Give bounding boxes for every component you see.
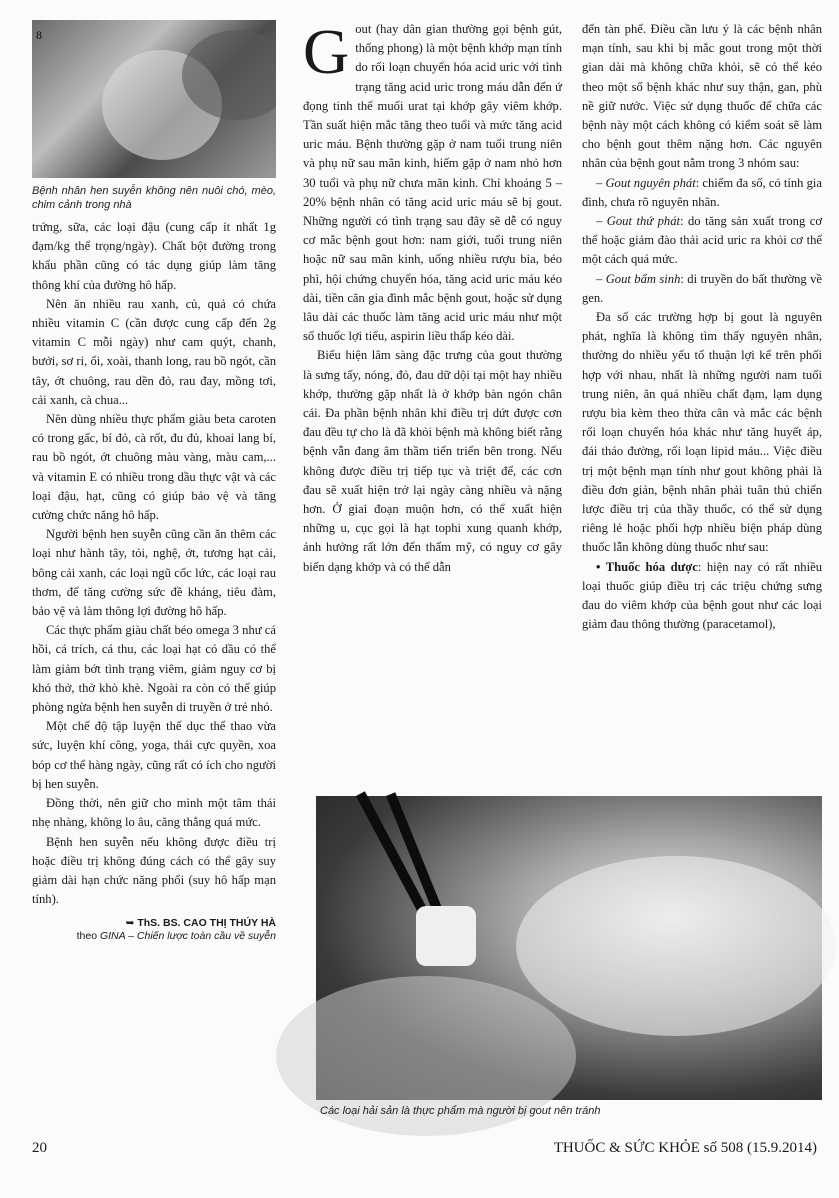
source-title: GINA – Chiến lược toàn cầu về suyễn [99,930,276,943]
source-prefix: theo [76,930,98,943]
list-item [582,270,822,308]
paragraph: trứng, sữa, các loại đậu (cung cấp ít nhất 1g đạm/kg thể trọng/ngày). Chất bột đường trong khẩu phần cũng có tác dụng giúp làm tăng thông khí của đường hô hấp. [32,220,276,292]
lead-text: out (hay dân gian thường gọi bệnh gút, thống phong) là một bệnh khớp mạn tính do rối loạn chuyển hóa acid uric với tình trạng tăng acid uric trong máu dẫn đến ứ đọng tinh thể muối urat tại khớp gây viêm khớp. Tần suất hiện mắc tăng theo tuổi và mức tăng acid uric máu. Bệnh thường gặp ở nam tuổi trung niên và phụ nữ sau mãn kinh, hiếm gặp ở nam nhỏ hơn 30 tuổi và phụ nữ chưa mãn kinh. Chỉ khoảng 5 – 20% bệnh nhân có tăng acid uric máu sẽ bị gout. Những người có tình trạng sau đây sẽ dễ có nguy cơ mắc bệnh gout hơn: nam giới, tuổi trung niên hoặc nữ sau mãn kinh, uống nhiều rượu bia, béo phì, hội chứng chuyển hóa, tăng acid uric máu kéo dài, tiền căn gia đình mắc bệnh gout, hoặc sử dụng lâu dài các thuốc làm tăng acid uric máu như một số thuốc lợi tiểu, aspirin liều thấp kéo dài. [303,22,562,344]
photo-shape-plate [516,856,836,1036]
paragraph: Một chế độ tập luyện thể dục thể thao vừa sức, luyện khí công, yoga, thái cực quyền, xoa bóp cơ thể hàng ngày, cũng rất có ích cho người bị hen suyễn. [32,719,276,791]
author-block [32,917,276,943]
list-item [582,174,822,212]
paragraph: Đa số các trường hợp bị gout là nguyên phát, nghĩa là không tìm thấy nguyên nhân, thường do nhiều yếu tố thuận lợi kể trên phối hợp với nhau, nhất là những người nam tuổi trung niên, ăn quá nhiều chất đạm, lạm dụng rượu bia kèm theo thừa cân và mắc các bệnh rối loạn chuyển hóa khác như tăng huyết áp, đái tháo đường, rối loạn lipid máu... Việc điều trị một bệnh mạn tính như gout không phải là điều đơn giản, bệnh nhân phải tuân thủ chiến lược điều trị của thầy thuốc, có thể sử dụng riêng lẻ hoặc phối hợp nhiều biện pháp dùng thuốc lẫn không dùng thuốc như sau: [582,310,822,555]
list-term: – Gout nguyên phát [596,175,696,190]
bullet-paragraph [582,558,822,635]
seafood-photo-caption: Các loại hải sản là thực phẩm mà người bị gout nên tránh [320,1105,601,1117]
column-1 [32,20,276,943]
paragraph: Người bệnh hen suyễn cũng cần ăn thêm các loại như hành tây, tỏi, nghệ, ớt, tương hạt cải, bông cải xanh, các loại ngũ cốc lức, các loại rau thơm, để tăng cường sức đề kháng, tiêu đàm, bảo vệ và làm thông lợi đường hô hấp. [32,527,276,619]
magazine-issue: THUỐC & SỨC KHỎE số 508 (15.9.2014) [553,1140,817,1156]
column-2 [303,16,562,577]
photo-shape-food [416,906,476,966]
author-name: ThS. BS. CAO THỊ THÚY HÀ [137,917,276,930]
paragraph: Nên dùng nhiều thực phẩm giàu beta caroten có trong gấc, bí đỏ, cà rốt, đu đủ, khoai lang bí, rau bồ ngót, ớt chuông màu vàng, màu cam,... và vitamin E có nhiều trong dầu thực vật và các loại đậu, hạt, cũng có giúp bảo vệ và tăng cường chức năng hô hấp. [32,412,276,523]
paragraph: Đồng thời, nên giữ cho mình một tâm thái nhẹ nhàng, không lo âu, căng thẳng quá mức. [32,796,276,830]
list-text: : do tăng sản xuất trong cơ thể hoặc giảm đào thải acid uric ra khỏi cơ thể một cách quá mức. [582,214,822,267]
list-text: : chiếm đa số, có tính gia đình, chưa rõ nguyên nhân. [582,175,822,209]
paragraph: Nên ăn nhiều rau xanh, củ, quả có chứa nhiều vitamin C (cần được cung cấp đến 2g vitamin C mỗi ngày) như cam quýt, chanh, bưởi, sơ ri, ổi, xoài, thanh long, rau bồ ngót, cần tây, ớt chuông, rau dền đỏ, rau đay, mồng tơi, cải xanh, cà chua... [32,296,276,407]
paragraph: đến tàn phế. Điều cần lưu ý là các bệnh nhân mạn tính, sau khi bị mắc gout trong một thời gian dài mà không chữa khỏi, sẽ có thể kéo theo một số bệnh khác như suy thận, gan, phù nề giữ nước. Việc sử dụng thuốc để chữa các bệnh này một cách không có kiểm soát sẽ làm cho bệnh gout thêm nặng hơn. Các nguyên nhân của bệnh gout nằm trong 3 nhóm sau: [582,22,822,171]
seafood-photo [316,796,822,1100]
bullet-term: • Thuốc hóa dược [596,559,698,574]
list-item [582,212,822,270]
list-term: – Gout thứ phát [596,214,680,229]
column-3 [582,20,822,635]
paragraph: Bệnh hen suyễn nếu không được điều trị hoặc điều trị không đúng cách có thể gây suy giảm dài hạn chức năng phổi (suy hô hấp mạn tính). [32,834,276,907]
asthma-pet-photo [32,20,276,178]
arrow-icon: ➥ [125,917,138,930]
paragraph: Các thực phẩm giàu chất béo omega 3 như cá hồi, cá trích, cá thu, các loại hạt có dầu có thể làm giảm bớt tình trạng viêm, giảm nguy cơ bị khó thở, thở khò khè. Ngoài ra còn có thể giúp phòng ngừa bệnh hen suyễn di truyền ở trẻ nhỏ. [32,623,276,715]
drop-cap: G [303,16,350,87]
list-term: – Gout bẩm sinh [596,271,681,286]
page-number: 20 [32,1140,47,1156]
paragraph: Biểu hiện lâm sàng đặc trưng của gout thường là sưng tấy, nóng, đỏ, đau dữ dội tại một hay nhiều khớp, thường gặp nhất là ở khớp bàn ngón chân cái. Đa phần bệnh nhân khi điều trị dứt được cơn đau đều tự cho là đã khỏi bệnh mà không biết rằng bệnh vẫn đang âm thầm tiến triển bên trong. Nếu không được điều trị tiếp tục và triệt để, các cơn đau sẽ xuất hiện trở lại ngày càng nhiều và nặng hơn. Ở giai đoạn muộn hơn, có thể xuất hiện những u, cục gọi là hạt tophi xung quanh khớp, ảnh hưởng rất lớn đến thẩm mỹ, có nguy cơ gây biến dạng khớp và có thể dẫn [303,348,562,574]
bullet-text: : hiện nay có rất nhiều loại thuốc giúp điều trị các triệu chứng sưng đau do viêm khớp của bệnh gout như các loại giảm đau thông thường (paracetamol), [582,559,822,632]
photo-mark: 8 [36,28,42,42]
photo-top-caption: Bệnh nhân hen suyễn không nên nuôi chó, mèo, chim cảnh trong nhà [32,185,276,211]
lead-paragraph [303,16,562,346]
list-text: : di truyền do bất thường về gen. [582,271,822,305]
